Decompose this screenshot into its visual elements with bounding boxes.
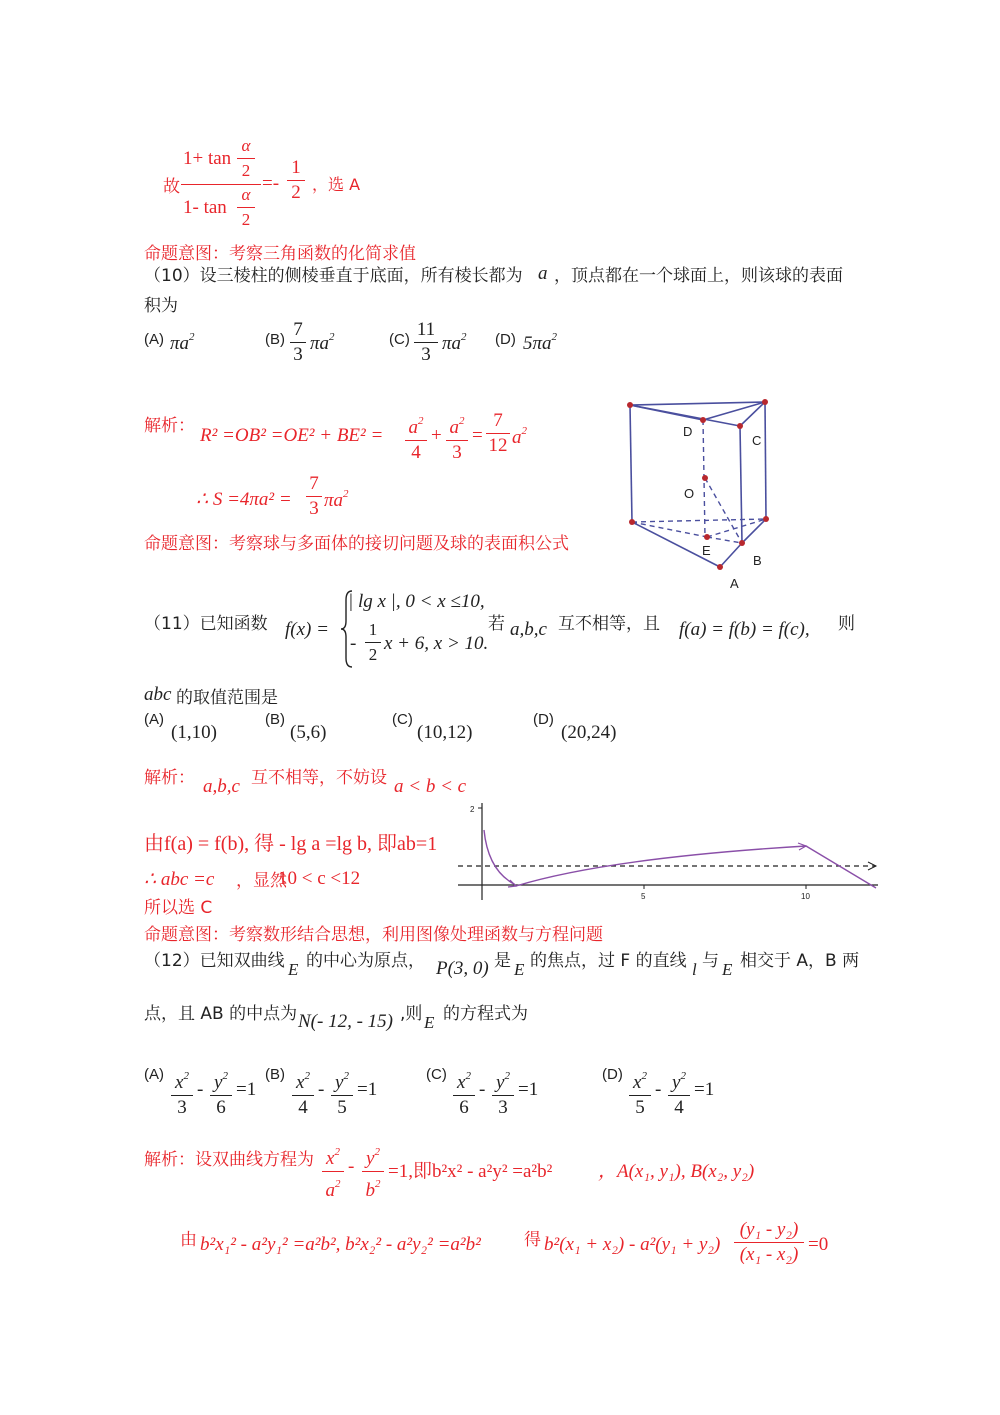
q10-intent: 命题意图：考察球与多面体的接切问题及球的表面积公式 [144, 534, 569, 554]
q12-stem-3: 是 [494, 951, 511, 971]
q10-sol-frac4: $\frac{7}{3}$ [306, 472, 322, 521]
q11-stem-prefix: （11）已知函数 [144, 614, 268, 634]
q11-line2: 的取值范围是 [176, 688, 278, 708]
q11-opt-c-label: (C) [392, 711, 413, 728]
q11-cond1: 若 [488, 614, 505, 634]
q12-opt-label: (D) [602, 1066, 623, 1083]
q12-stem-1: （12）已知双曲线 [144, 951, 285, 971]
fig-label-d: D [683, 424, 693, 439]
q11-opt-a-label: (A) [144, 711, 164, 728]
q10-stem-2: 积为 [144, 296, 178, 316]
q12-E-1: E [288, 960, 299, 979]
q12-sol-you: 由 [180, 1230, 197, 1250]
q12-line2-c: 的方程式为 [443, 1004, 528, 1024]
q11-intent: 命题意图：考察数形结合思想，利用图像处理函数与方程问题 [144, 925, 603, 945]
q10-opt-b-frac: $\frac{7}{3}$ [290, 318, 306, 367]
q10-solution-label: 解析： [144, 416, 195, 436]
q12-E-2: E [514, 960, 525, 979]
q11-opt-c: (10,12) [417, 722, 473, 743]
q11-cond3: f(a) = f(b) = f(c), [679, 619, 810, 640]
q10-stem-1-end: ，顶点都在一个球面上，则该球的表面 [554, 266, 843, 286]
q12-sol-pts: ，A(x₁, y₁), B(x₂, y₂) [598, 1161, 755, 1182]
prism-figure [615, 390, 785, 590]
q12-opt-frac-x: $\frac{x^2}{3}$ [171, 1064, 193, 1120]
q11-case2-frac: $\frac{1}{2}$ [365, 618, 381, 667]
q12-opt-minus: - [318, 1079, 325, 1100]
q12-opt-frac-y: $\frac{y^2}{4}$ [668, 1064, 690, 1120]
q12-sol-line2a: b²x₁² - a²y₁² =a²b², b²x₂² - a²y₂² =a²b² [200, 1234, 481, 1255]
q10-opt-c-frac: $\frac{11}{3}$ [414, 318, 438, 367]
fig-label-o: O [684, 486, 695, 501]
q12-sol-de: 得 [524, 1230, 541, 1250]
q12-opt-label: (B) [265, 1066, 285, 1083]
q10-sol-line2: ∴ S =4πa² = [196, 489, 292, 510]
graph-tick-2: 2 [470, 805, 475, 814]
q10-opt-d-label: (D) [495, 331, 516, 348]
q12-line2-b: ,则 [400, 1004, 423, 1024]
q10-sol-frac2: $\frac{a^2}{3}$ [446, 409, 468, 465]
q12-sol-line2c: =0 [808, 1234, 829, 1255]
q12-opt-frac-x: $\frac{x^2}{4}$ [292, 1064, 314, 1120]
q12-opt-eq: =1 [357, 1079, 378, 1100]
q12-P: P(3, 0) [436, 958, 489, 979]
q11-sol-line3-a: ∴ abc =c [144, 869, 215, 890]
q9-intent: 命题意图：考察三角函数的化简求值 [144, 244, 416, 264]
q11-opt-b: (5,6) [290, 722, 327, 743]
q12-opt-label: (C) [426, 1066, 447, 1083]
q12-sol-frac-slope: $\frac{\text{(y₁ - y₂)}}{\text{(x₁ - x₂)}}$ [734, 1218, 804, 1267]
q12-stem-5: 与 [702, 951, 719, 971]
q11-fx: f(x) = [285, 619, 329, 640]
q10-sol-frac1: $\frac{a^2}{4}$ [405, 409, 427, 465]
q11-function-graph [458, 800, 880, 905]
q12-opt-frac-x: $\frac{x^2}{6}$ [453, 1064, 475, 1120]
q10-opt-c: $\pi a^2$ [442, 331, 467, 354]
q12-opt-minus: - [197, 1079, 204, 1100]
q11-cond4: 则 [838, 614, 855, 634]
q12-opt-label: (A) [144, 1066, 164, 1083]
q12-opt-minus: - [479, 1079, 486, 1100]
q11-sol-vars: a,b,c [203, 776, 240, 797]
q10-opt-b-label: (B) [265, 331, 285, 348]
q12-stem-4: 的焦点，过 F 的直线 [530, 951, 687, 971]
fig-label-b: B [753, 553, 762, 568]
q10-opt-a-label: (A) [144, 331, 164, 348]
q12-opt-frac-y: $\frac{y^2}{5}$ [331, 1064, 353, 1120]
q10-stem-1: （10）设三棱柱的侧棱垂直于底面，所有棱长都为 [144, 266, 523, 286]
q10-opt-c-label: (C) [389, 331, 410, 348]
fig-label-a: A [730, 576, 739, 590]
q10-sol-frac3: $\frac{7}{12}$ [486, 409, 510, 458]
q9-prefix: 故 [163, 177, 180, 197]
q10-opt-b: $\pi a^2$ [310, 331, 335, 354]
q10-sol-line1: R² =OB² =OE² + BE² = [200, 425, 384, 446]
q12-sol-frac-y: $\frac{y^2}{b^2}$ [362, 1140, 384, 1203]
q11-case1: | lg x |, 0 < x ≤10, [348, 591, 485, 612]
q12-opt-eq: =1 [694, 1079, 715, 1100]
q12-l: l [692, 960, 697, 979]
q12-stem-2: 的中心为原点， [306, 951, 425, 971]
fig-label-e: E [702, 543, 711, 558]
q11-sol-order: a < b < c [394, 776, 467, 797]
q11-sol-line3-c: 10 < c <12 [278, 868, 361, 889]
q12-opt-frac-y: $\frac{y^2}{6}$ [210, 1064, 232, 1120]
q12-E-3: E [722, 960, 733, 979]
graph-tick-10: 10 [801, 892, 810, 901]
q10-opt-a: $\pi a^2$ [170, 331, 195, 354]
q12-sol-label: 解析：设双曲线方程为 [144, 1150, 314, 1170]
q11-case2-post: x + 6, x > 10. [384, 633, 489, 654]
q11-line2-var: abc [144, 684, 172, 705]
q11-solution-label: 解析： [144, 768, 195, 788]
q11-opt-a: (1,10) [171, 722, 217, 743]
q9-result: $\frac{1}{2}$ [287, 156, 305, 205]
q11-sol-line2: 由f(a) = f(b), 得 - lg a =lg b, 即ab=1 [144, 833, 438, 855]
graph-tick-5: 5 [641, 892, 646, 901]
q9-suffix: ，选 A [312, 175, 361, 194]
q10-opt-d: $5\pi a^2$ [523, 331, 558, 354]
q11-case2-pre: - [350, 633, 357, 654]
q11-sol-line4: 所以选 C [144, 898, 213, 918]
q12-opt-eq: =1 [236, 1079, 257, 1100]
q12-stem-6: 相交于 A，B 两 [740, 951, 860, 971]
q9-eq: =- [262, 173, 280, 194]
q12-sol-eq1: =1,即b²x² - a²y² =a²b² [388, 1161, 553, 1182]
q11-sol-line3-b: ，显然 [236, 871, 287, 891]
q10-var-a: a [538, 263, 548, 284]
q11-opt-d: (20,24) [561, 722, 617, 743]
q12-opt-frac-x: $\frac{x^2}{5}$ [629, 1064, 651, 1120]
q11-opt-b-label: (B) [265, 711, 285, 728]
q11-cond2: 互不相等，且 [558, 614, 660, 634]
q11-vars: a,b,c [510, 619, 547, 640]
q11-opt-d-label: (D) [533, 711, 554, 728]
fig-label-c: C [752, 433, 762, 448]
q12-opt-eq: =1 [518, 1079, 539, 1100]
q12-sol-line2b: b²(x₁ + x₂) - a²(y₁ + y₂) [544, 1234, 721, 1255]
q12-opt-minus: - [655, 1079, 662, 1100]
q12-opt-frac-y: $\frac{y^2}{3}$ [492, 1064, 514, 1120]
q12-E-4: E [424, 1013, 435, 1032]
q12-N: N(- 12, - 15) [298, 1011, 393, 1032]
q11-sol-text1: 互不相等，不妨设 [251, 768, 387, 788]
q12-line2-a: 点，且 AB 的中点为 [144, 1004, 298, 1024]
q9-big-fraction: 1+ tan $\frac{\alpha}{2}$ 1- tan $\frac{\alpha}{2}$ [181, 140, 263, 236]
q12-sol-frac-x: $\frac{x^2}{a^2}$ [322, 1140, 344, 1203]
